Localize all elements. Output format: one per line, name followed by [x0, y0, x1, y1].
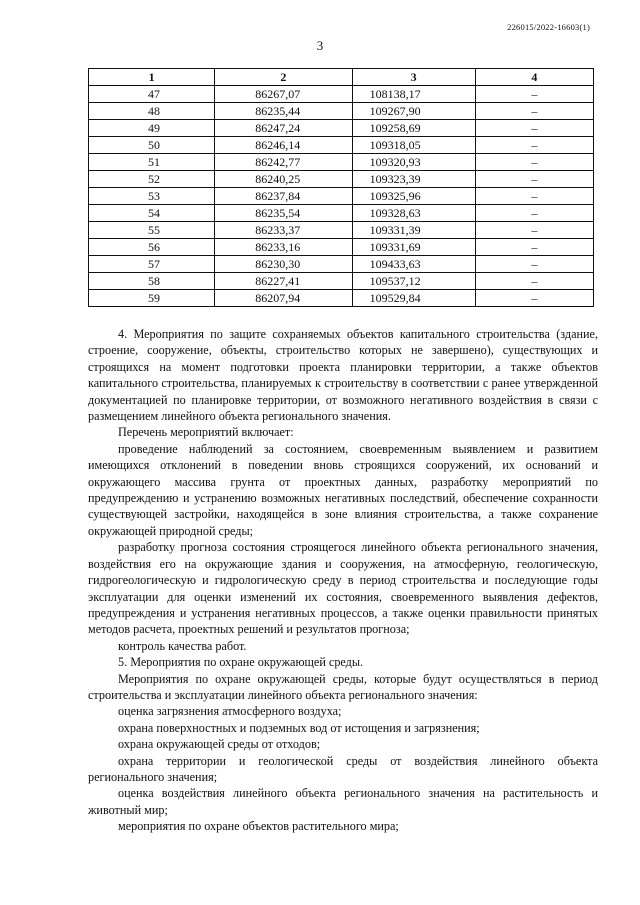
x-coordinate-cell: 86246,14 — [215, 137, 352, 154]
document-body — [88, 326, 598, 835]
note-cell: – — [475, 256, 593, 273]
table-row — [89, 86, 594, 103]
y-coordinate-cell: 109320,93 — [352, 154, 475, 171]
table-row — [89, 103, 594, 120]
x-coordinate-cell: 86247,24 — [215, 120, 352, 137]
note-cell: – — [475, 205, 593, 222]
note-cell: – — [475, 103, 593, 120]
point-number-cell: 50 — [89, 137, 215, 154]
table-row — [89, 154, 594, 171]
note-cell: – — [475, 154, 593, 171]
x-coordinate-cell: 86227,41 — [215, 273, 352, 290]
table-row — [89, 222, 594, 239]
list-item: охрана окружающей среды от отходов; — [118, 737, 321, 752]
list-item: проведение наблюдений за состоянием, своевременным выявлением и развитием имеющихся отклонений в поведении вновь строящихся сооружений, их оснований и окружающего массива грунта от проектных данных, разработку мероприятий по предупреждению и устранению возможных негативных последствий, обеспечение сохранности существующей застройки, находящейся в зоне влияния строительства, а также сохранение окружающей природной среды; — [88, 441, 598, 538]
column-header: 4 — [475, 69, 593, 86]
note-cell: – — [475, 120, 593, 137]
x-coordinate-cell: 86207,94 — [215, 290, 352, 307]
measures-list-intro: Перечень мероприятий включает: — [118, 425, 294, 440]
note-cell: – — [475, 137, 593, 154]
x-coordinate-cell: 86235,44 — [215, 103, 352, 120]
y-coordinate-cell: 109331,39 — [352, 222, 475, 239]
list-item: охрана поверхностных и подземных вод от истощения и загрязнения; — [118, 720, 480, 735]
list-item: охрана территории и геологической среды от воздействия линейного объекта регионального значения; — [88, 753, 598, 784]
list-item: мероприятия по охране объектов растительного мира; — [118, 819, 399, 834]
x-coordinate-cell: 86240,25 — [215, 171, 352, 188]
x-coordinate-cell: 86235,54 — [215, 205, 352, 222]
x-coordinate-cell: 86233,37 — [215, 222, 352, 239]
x-coordinate-cell: 86267,07 — [215, 86, 352, 103]
y-coordinate-cell: 109433,63 — [352, 256, 475, 273]
document-number: 226015/2022-16603(1) — [507, 22, 590, 32]
page-number: 3 — [316, 38, 324, 53]
y-coordinate-cell: 109537,12 — [352, 273, 475, 290]
y-coordinate-cell: 109318,05 — [352, 137, 475, 154]
section-5-intro: Мероприятия по охране окружающей среды, которые будут осуществляться в период строительства и эксплуатации линейного объекта регионального значения: — [88, 671, 598, 702]
x-coordinate-cell: 86230,30 — [215, 256, 352, 273]
x-coordinate-cell: 86237,84 — [215, 188, 352, 205]
point-number-cell: 54 — [89, 205, 215, 222]
column-header: 2 — [215, 69, 352, 86]
column-header: 3 — [352, 69, 475, 86]
note-cell: – — [475, 239, 593, 256]
note-cell: – — [475, 290, 593, 307]
coordinates-table — [88, 68, 594, 307]
note-cell: – — [475, 222, 593, 239]
table-row — [89, 205, 594, 222]
point-number-cell: 49 — [89, 120, 215, 137]
y-coordinate-cell: 109529,84 — [352, 290, 475, 307]
list-item: контроль качества работ. — [118, 638, 247, 653]
point-number-cell: 48 — [89, 103, 215, 120]
list-item: оценка загрязнения атмосферного воздуха; — [118, 704, 342, 719]
point-number-cell: 56 — [89, 239, 215, 256]
note-cell: – — [475, 273, 593, 290]
table-row — [89, 120, 594, 137]
table-header-row — [89, 69, 594, 86]
y-coordinate-cell: 108138,17 — [352, 86, 475, 103]
y-coordinate-cell: 109323,39 — [352, 171, 475, 188]
note-cell: – — [475, 171, 593, 188]
y-coordinate-cell: 109328,63 — [352, 205, 475, 222]
table-row — [89, 188, 594, 205]
point-number-cell: 58 — [89, 273, 215, 290]
point-number-cell: 47 — [89, 86, 215, 103]
table-row — [89, 290, 594, 307]
y-coordinate-cell: 109258,69 — [352, 120, 475, 137]
point-number-cell: 59 — [89, 290, 215, 307]
x-coordinate-cell: 86242,77 — [215, 154, 352, 171]
table-row — [89, 256, 594, 273]
table-row — [89, 171, 594, 188]
table-row — [89, 137, 594, 154]
point-number-cell: 57 — [89, 256, 215, 273]
table-row — [89, 239, 594, 256]
point-number-cell: 53 — [89, 188, 215, 205]
note-cell: – — [475, 188, 593, 205]
point-number-cell: 52 — [89, 171, 215, 188]
point-number-cell: 55 — [89, 222, 215, 239]
list-item: разработку прогноза состояния строящегося линейного объекта регионального значения, воздействия его на окружающие здания и сооружения, на атмосферную, геологическую, гидрогеологическую и гидрологическую среду в период строительства и последующие годы эксплуатации для оценки изменений их состояния, своевременного выявления дефектов, предупреждения и устранения негативных процессов, а также оценки правильности принятых методов расчета, проектных решений и результатов прогноза; — [88, 540, 598, 637]
point-number-cell: 51 — [89, 154, 215, 171]
section-5-heading: 5. Мероприятия по охране окружающей среды. — [118, 655, 364, 670]
section-4-paragraph: 4. Мероприятия по защите сохраняемых объектов капитального строительства (здание, строение, сооружение, объекты, строительство которых не завершено), существующих и строящихся на момент подготовки проекта планировки территории, а также объектов капитального строительства, планируемых к строительству в соответствии с ранее утвержденной документацией по планировке территории, от возможного негативного воздействия в связи с размещением линейного объекта регионального значения. — [88, 327, 598, 424]
y-coordinate-cell: 109267,90 — [352, 103, 475, 120]
y-coordinate-cell: 109331,69 — [352, 239, 475, 256]
note-cell: – — [475, 86, 593, 103]
list-item: оценка воздействия линейного объекта регионального значения на растительность и животный мир; — [88, 786, 598, 817]
table-row — [89, 273, 594, 290]
column-header: 1 — [89, 69, 215, 86]
y-coordinate-cell: 109325,96 — [352, 188, 475, 205]
x-coordinate-cell: 86233,16 — [215, 239, 352, 256]
